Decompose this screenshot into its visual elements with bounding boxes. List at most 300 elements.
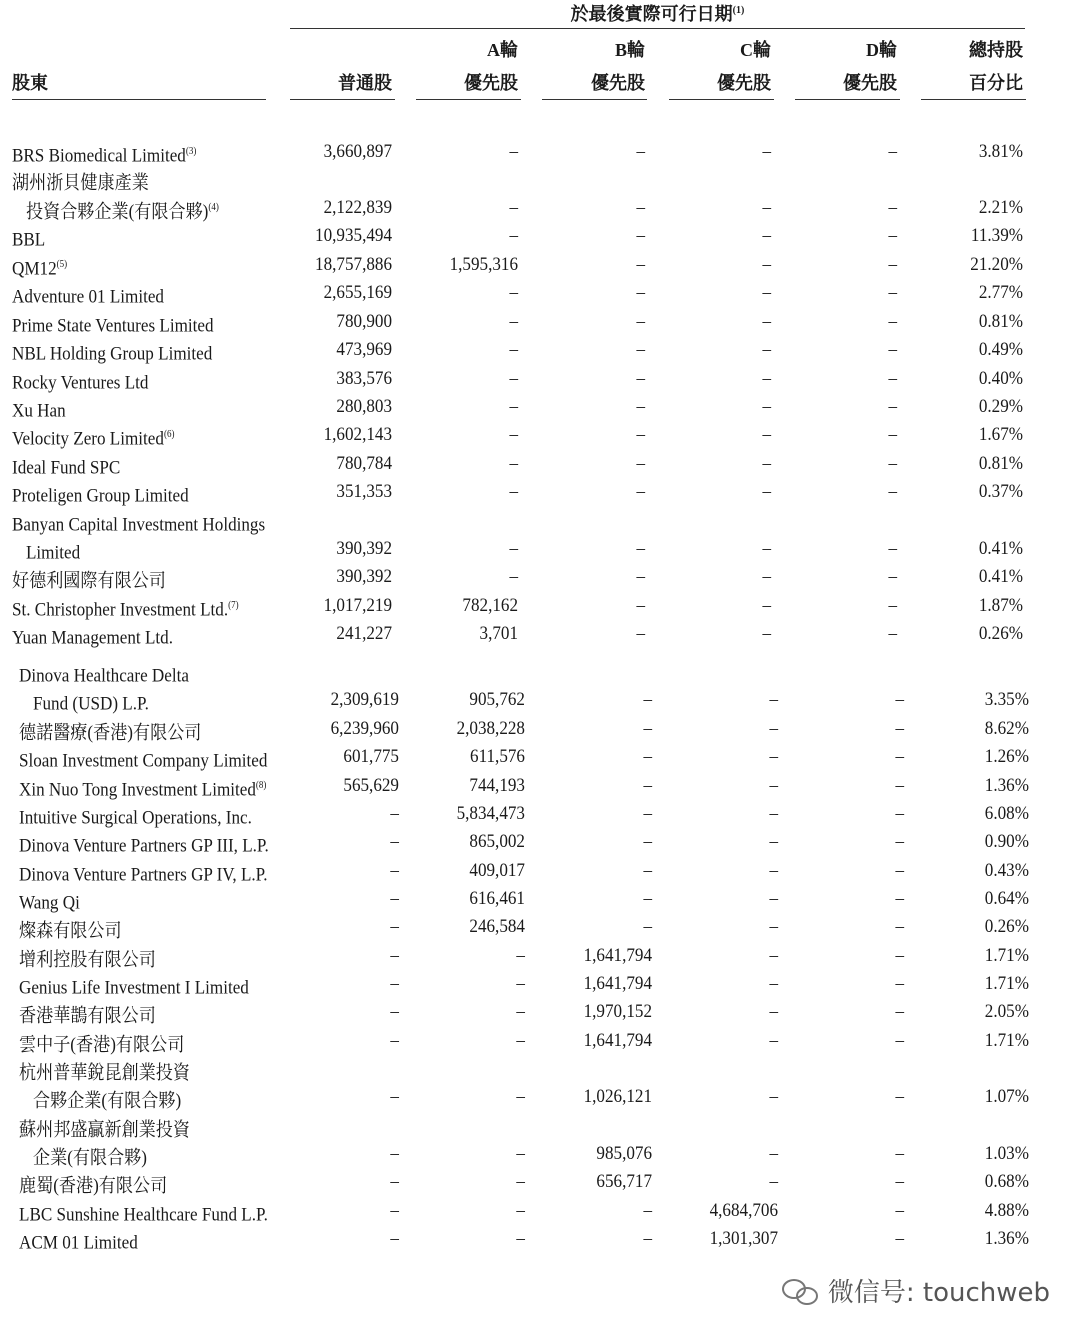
share-count-cell: – — [895, 916, 904, 937]
percentage-cell: 0.37% — [978, 481, 1023, 502]
share-count-cell: 390,392 — [336, 538, 392, 559]
share-count-cell: – — [390, 1228, 399, 1249]
footnote-ref: (8) — [255, 780, 267, 791]
percentage-cell: 11.39% — [970, 225, 1023, 246]
share-count-cell: – — [516, 1001, 525, 1022]
shareholder-name-text: ACM 01 Limited — [18, 1232, 138, 1254]
share-count-cell: – — [390, 1086, 399, 1107]
percentage-cell: 1.71% — [984, 1030, 1029, 1051]
share-count-cell: – — [390, 831, 399, 852]
percentage-cell: 1.36% — [984, 775, 1029, 796]
share-count-cell: 616,461 — [469, 888, 525, 909]
table-row — [0, 715, 1029, 744]
shareholder-name — [19, 828, 269, 860]
footnote-ref: (3) — [185, 146, 197, 157]
table-row — [0, 1083, 1029, 1112]
share-count-cell: – — [888, 595, 897, 616]
share-count-cell: – — [643, 718, 652, 739]
share-count-cell: – — [390, 888, 399, 909]
table-row — [0, 592, 1023, 621]
share-count-cell: 611,576 — [470, 746, 525, 767]
table-row — [0, 421, 1023, 450]
share-count-cell: – — [888, 197, 897, 218]
header-col-6-line2: 百分比 — [969, 73, 1023, 93]
share-count-cell: – — [643, 689, 652, 710]
share-count-cell: 6,239,960 — [330, 718, 399, 739]
share-count-cell: 744,193 — [469, 775, 525, 796]
table-row — [0, 620, 1023, 649]
table-row — [0, 658, 972, 686]
table-row — [0, 686, 1029, 715]
share-count-cell: – — [636, 538, 645, 559]
share-count-cell: 656,717 — [596, 1171, 652, 1192]
table-row — [0, 970, 1029, 999]
share-count-cell: – — [636, 424, 645, 445]
header-col-4-line2: 優先股 — [717, 73, 771, 93]
share-count-cell: – — [636, 197, 645, 218]
table-row — [0, 393, 1023, 422]
share-count-cell: – — [762, 538, 771, 559]
share-count-cell: – — [390, 916, 399, 937]
table-row — [0, 279, 1023, 308]
table-row — [0, 222, 1023, 251]
group-title-rule — [290, 28, 1025, 29]
percentage-cell: 1.03% — [984, 1143, 1029, 1164]
share-count-cell: – — [888, 225, 897, 246]
shareholder-name-text: 杭州普華銳昆創業投資 — [18, 1062, 191, 1084]
percentage-cell: 1.26% — [984, 746, 1029, 767]
shareholder-name-text: 燦森有限公司 — [18, 920, 122, 942]
share-count-cell: – — [509, 282, 518, 303]
share-count-cell: 4,684,706 — [709, 1200, 778, 1221]
table-row — [0, 194, 1023, 223]
footnote-ref: (5) — [56, 259, 68, 270]
shareholder-name-text: Wang Qi — [18, 892, 80, 914]
share-count-cell: 780,784 — [336, 453, 392, 474]
share-count-cell: – — [509, 197, 518, 218]
share-count-cell: – — [516, 945, 525, 966]
share-count-cell: – — [762, 225, 771, 246]
share-count-cell: – — [769, 888, 778, 909]
shareholder-name-text: 合夥企業(有限合夥) — [32, 1090, 182, 1112]
header-col-3-line1: B輪 — [614, 40, 645, 60]
share-count-cell: – — [769, 746, 778, 767]
table-row — [0, 1225, 1029, 1254]
shareholder-name-text: Intuitive Surgical Operations, Inc. — [18, 807, 252, 829]
share-count-cell: 601,775 — [343, 746, 399, 767]
share-count-cell: – — [895, 945, 904, 966]
percentage-cell: 8.62% — [984, 718, 1029, 739]
share-count-cell: – — [390, 945, 399, 966]
table-row — [0, 165, 972, 193]
percentage-cell: 0.43% — [984, 860, 1029, 881]
share-count-cell: 351,353 — [336, 481, 392, 502]
share-count-cell: – — [509, 141, 518, 162]
shareholder-name-text: Limited — [25, 542, 81, 564]
share-count-cell: – — [895, 1086, 904, 1107]
share-count-cell: – — [769, 973, 778, 994]
percentage-cell: 0.41% — [978, 538, 1023, 559]
share-count-cell: – — [888, 424, 897, 445]
share-count-cell: 473,969 — [336, 339, 392, 360]
share-count-cell: – — [762, 254, 771, 275]
shareholder-name — [19, 1168, 167, 1200]
table-row — [0, 800, 1029, 829]
share-count-cell: – — [888, 141, 897, 162]
shareholder-name — [12, 222, 45, 254]
share-count-cell: – — [509, 396, 518, 417]
share-count-cell: – — [509, 311, 518, 332]
shareholder-name-text: QM12 — [11, 258, 57, 280]
share-count-cell: – — [769, 860, 778, 881]
header-rule-col-1 — [290, 99, 395, 100]
percentage-cell: 1.67% — [978, 424, 1023, 445]
shareholder-name-text: 湖州浙貝健康產業 — [11, 172, 149, 194]
share-count-cell: – — [643, 860, 652, 881]
table-row — [0, 478, 1023, 507]
percentage-cell: 21.20% — [970, 254, 1023, 275]
share-count-cell: – — [509, 225, 518, 246]
share-count-cell: – — [636, 566, 645, 587]
share-count-cell: – — [516, 973, 525, 994]
percentage-cell: 6.08% — [984, 803, 1029, 824]
share-count-cell: – — [390, 1143, 399, 1164]
percentage-cell: 0.29% — [978, 396, 1023, 417]
shareholder-name-text: Adventure 01 Limited — [11, 286, 164, 308]
share-count-cell: – — [390, 1171, 399, 1192]
header-col-1-line2: 普通股 — [338, 73, 392, 93]
share-count-cell: – — [390, 1030, 399, 1051]
share-count-cell: 782,162 — [462, 595, 518, 616]
share-count-cell: – — [509, 368, 518, 389]
header-col-2-line1: A輪 — [487, 40, 518, 60]
share-count-cell: – — [516, 1228, 525, 1249]
percentage-cell: 0.81% — [978, 311, 1023, 332]
footnote-ref: (4) — [208, 202, 219, 213]
header-col-6-line1: 總持股 — [969, 40, 1023, 60]
share-count-cell: – — [895, 973, 904, 994]
share-count-cell: – — [762, 396, 771, 417]
table-row — [0, 1055, 972, 1083]
share-count-cell: – — [390, 1001, 399, 1022]
percentage-cell: 4.88% — [984, 1200, 1029, 1221]
share-count-cell: – — [636, 311, 645, 332]
shareholder-name — [33, 1083, 181, 1115]
share-count-cell: – — [895, 718, 904, 739]
shareholder-name-text: Fund (USD) L.P. — [32, 693, 149, 715]
share-count-cell: 2,655,169 — [323, 282, 392, 303]
share-count-cell: 1,602,143 — [323, 424, 392, 445]
shareholder-name-text: Dinova Venture Partners GP IV, L.P. — [18, 864, 268, 886]
share-count-cell: – — [888, 339, 897, 360]
table-row — [0, 998, 1029, 1027]
share-count-cell: – — [895, 803, 904, 824]
share-count-cell: – — [769, 916, 778, 937]
header-col-5-line1: D輪 — [866, 40, 897, 60]
share-count-cell: – — [762, 453, 771, 474]
shareholder-name-text: Dinova Venture Partners GP III, L.P. — [18, 835, 269, 857]
percentage-cell: 3.81% — [978, 141, 1023, 162]
share-count-cell: 1,595,316 — [449, 254, 518, 275]
share-count-cell: – — [636, 282, 645, 303]
share-count-cell: 2,122,839 — [323, 197, 392, 218]
share-count-cell: – — [643, 1200, 652, 1221]
table-row — [0, 828, 1029, 857]
shareholder-name-text: 香港華鵲有限公司 — [18, 1005, 156, 1027]
share-count-cell: – — [769, 803, 778, 824]
share-count-cell: – — [888, 538, 897, 559]
shareholder-name-text: BBL — [11, 229, 46, 251]
table-row — [0, 1168, 1029, 1197]
share-count-cell: – — [509, 339, 518, 360]
table-row — [0, 336, 1023, 365]
share-count-cell: 1,641,794 — [583, 945, 652, 966]
shareholder-name-text: 蘇州邦盛贏新創業投資 — [18, 1119, 191, 1141]
share-count-cell: – — [769, 1143, 778, 1164]
shareholder-name — [19, 743, 267, 775]
share-count-cell: – — [888, 368, 897, 389]
share-count-cell: – — [769, 1030, 778, 1051]
shareholder-name — [12, 279, 164, 311]
share-count-cell: – — [762, 282, 771, 303]
share-count-cell: – — [636, 225, 645, 246]
header-shareholder: 股東 — [12, 73, 48, 93]
percentage-cell: 1.71% — [984, 945, 1029, 966]
share-count-cell: – — [762, 339, 771, 360]
share-count-cell: – — [643, 746, 652, 767]
wechat-icon — [782, 1277, 820, 1305]
shareholder-name-text: 增利控股有限公司 — [18, 949, 156, 971]
shareholder-name-text: Yuan Management Ltd. — [11, 627, 173, 649]
share-count-cell: – — [762, 481, 771, 502]
header-col-5-line2: 優先股 — [843, 73, 897, 93]
shareholder-name — [19, 913, 122, 945]
share-count-cell: 1,026,121 — [583, 1086, 652, 1107]
share-count-cell: – — [769, 775, 778, 796]
share-count-cell: – — [888, 453, 897, 474]
share-count-cell: – — [895, 1171, 904, 1192]
share-count-cell: 390,392 — [336, 566, 392, 587]
share-count-cell: 2,309,619 — [330, 689, 399, 710]
share-count-cell: – — [516, 1030, 525, 1051]
table-row — [0, 857, 1029, 886]
percentage-cell: 2.05% — [984, 1001, 1029, 1022]
share-count-cell: – — [888, 481, 897, 502]
share-count-cell: – — [762, 141, 771, 162]
shareholder-name-text: 投資合夥企業(有限合夥) — [25, 201, 209, 223]
percentage-cell: 0.26% — [984, 916, 1029, 937]
share-count-cell: – — [769, 718, 778, 739]
share-count-cell: – — [895, 1143, 904, 1164]
share-count-cell: – — [636, 254, 645, 275]
share-count-cell: – — [509, 424, 518, 445]
share-count-cell: – — [636, 453, 645, 474]
share-count-cell: – — [888, 566, 897, 587]
shareholder-name-text: Banyan Capital Investment Holdings — [11, 514, 266, 536]
shareholder-name-text: 企業(有限合夥) — [32, 1147, 147, 1169]
header-col-3-line2: 優先股 — [591, 73, 645, 93]
share-count-cell: – — [390, 860, 399, 881]
share-count-cell: – — [888, 282, 897, 303]
share-count-cell: – — [769, 1171, 778, 1192]
watermark-text: 微信号: touchweb — [827, 1278, 1050, 1308]
share-count-cell: – — [643, 803, 652, 824]
shareholder-name — [33, 686, 149, 718]
share-count-cell: – — [769, 1001, 778, 1022]
table-row — [0, 563, 1023, 592]
shareholder-name — [19, 998, 156, 1030]
share-count-cell: – — [888, 396, 897, 417]
share-count-cell: – — [636, 141, 645, 162]
share-count-cell: – — [895, 689, 904, 710]
footnote-ref: (7) — [228, 600, 239, 611]
share-count-cell: 1,641,794 — [583, 1030, 652, 1051]
column-group-title: 於最後實際可行日期$^{(1)}$ — [570, 4, 745, 24]
shareholder-name — [19, 1225, 138, 1257]
shareholder-name-text: Sloan Investment Company Limited — [18, 750, 268, 772]
shareholder-name-text: Rocky Ventures Ltd — [11, 372, 149, 394]
share-count-cell: – — [888, 623, 897, 644]
share-count-cell: – — [895, 1228, 904, 1249]
percentage-cell: 2.21% — [978, 197, 1023, 218]
share-count-cell: – — [762, 197, 771, 218]
share-count-cell: – — [509, 481, 518, 502]
shareholder-name-text: St. Christopher Investment Ltd. — [11, 599, 229, 621]
header-rule-col-5 — [795, 99, 900, 100]
share-count-cell: – — [895, 888, 904, 909]
percentage-cell: 0.41% — [978, 566, 1023, 587]
shareholder-name — [12, 478, 189, 510]
share-count-cell: 780,900 — [336, 311, 392, 332]
percentage-cell: 1.87% — [978, 595, 1023, 616]
shareholder-name-text: Proteligen Group Limited — [11, 485, 189, 507]
table-row — [0, 885, 1029, 914]
share-count-cell: 1,017,219 — [323, 595, 392, 616]
header-rule-col-3 — [542, 99, 647, 100]
share-count-cell: – — [643, 831, 652, 852]
header-rule-col-4 — [669, 99, 774, 100]
share-count-cell: – — [762, 623, 771, 644]
header-rule-col-2 — [416, 99, 521, 100]
shareholder-name — [12, 563, 166, 595]
share-count-cell: – — [895, 1030, 904, 1051]
percentage-cell: 0.90% — [984, 831, 1029, 852]
share-count-cell: – — [390, 803, 399, 824]
share-count-cell: – — [895, 860, 904, 881]
share-count-cell: 3,660,897 — [323, 141, 392, 162]
share-count-cell: – — [895, 775, 904, 796]
header-col-2-line2: 優先股 — [464, 73, 518, 93]
shareholder-name-text: Ideal Fund SPC — [11, 457, 121, 479]
share-count-cell: 280,803 — [336, 396, 392, 417]
table-row — [0, 942, 1029, 971]
share-count-cell: – — [769, 1086, 778, 1107]
share-count-cell: – — [636, 481, 645, 502]
table-row — [0, 450, 1023, 479]
share-count-cell: – — [762, 424, 771, 445]
percentage-cell: 0.49% — [978, 339, 1023, 360]
table-row — [0, 1140, 1029, 1169]
share-count-cell: 5,834,473 — [456, 803, 525, 824]
footnote-ref: (6) — [163, 429, 175, 440]
shareholder-name — [12, 165, 149, 197]
percentage-cell: 2.77% — [978, 282, 1023, 303]
shareholder-name-text: LBC Sunshine Healthcare Fund L.P. — [18, 1204, 268, 1226]
share-count-cell: 985,076 — [596, 1143, 652, 1164]
share-count-cell: 10,935,494 — [315, 225, 392, 246]
header-rule-shareholder — [12, 99, 266, 100]
share-count-cell: – — [895, 1200, 904, 1221]
percentage-cell: 0.26% — [978, 623, 1023, 644]
percentage-cell: 0.81% — [978, 453, 1023, 474]
share-count-cell: 865,002 — [469, 831, 525, 852]
shareholder-name-text: Prime State Ventures Limited — [11, 315, 214, 337]
share-count-cell: 905,762 — [469, 689, 525, 710]
share-count-cell: – — [769, 831, 778, 852]
shareholder-name-text: Xu Han — [11, 400, 66, 422]
share-count-cell: – — [895, 831, 904, 852]
percentage-cell: 1.07% — [984, 1086, 1029, 1107]
percentage-cell: 0.64% — [984, 888, 1029, 909]
share-count-cell: – — [762, 595, 771, 616]
share-count-cell: – — [762, 566, 771, 587]
table-row — [0, 365, 1023, 394]
shareholder-name-text: Genius Life Investment I Limited — [18, 977, 249, 999]
table-row — [0, 772, 1029, 801]
table-row — [0, 507, 972, 535]
table-row — [0, 138, 1023, 167]
share-count-cell: 409,017 — [469, 860, 525, 881]
share-count-cell: – — [390, 973, 399, 994]
share-count-cell: 3,701 — [479, 623, 518, 644]
shareholder-name-text: Velocity Zero Limited — [11, 428, 164, 450]
table-row — [0, 308, 1023, 337]
share-count-cell: 246,584 — [469, 916, 525, 937]
share-count-cell: – — [643, 1228, 652, 1249]
share-count-cell: – — [509, 566, 518, 587]
shareholder-name-text: Dinova Healthcare Delta — [18, 665, 189, 687]
percentage-cell: 3.35% — [984, 689, 1029, 710]
share-count-cell: – — [509, 453, 518, 474]
share-count-cell: – — [762, 311, 771, 332]
share-count-cell: – — [636, 595, 645, 616]
header-rule-col-6 — [921, 99, 1026, 100]
shareholder-name-text: BRS Biomedical Limited — [11, 145, 186, 167]
share-count-cell: – — [516, 1086, 525, 1107]
watermark — [782, 1272, 1050, 1309]
share-count-cell: 241,227 — [336, 623, 392, 644]
share-count-cell: – — [762, 368, 771, 389]
share-count-cell: – — [636, 368, 645, 389]
shareholder-name — [12, 336, 212, 368]
table-row — [0, 1112, 972, 1140]
table-row — [0, 743, 1029, 772]
share-count-cell: – — [888, 254, 897, 275]
share-count-cell: – — [888, 311, 897, 332]
share-count-cell: – — [516, 1200, 525, 1221]
share-count-cell: 1,970,152 — [583, 1001, 652, 1022]
shareholder-name-text: 雲中子(香港)有限公司 — [18, 1034, 185, 1056]
share-count-cell: – — [636, 396, 645, 417]
table-row — [0, 1197, 1029, 1226]
share-count-cell: – — [516, 1143, 525, 1164]
percentage-cell: 0.68% — [984, 1171, 1029, 1192]
share-count-cell: – — [390, 1200, 399, 1221]
table-row — [0, 535, 1023, 564]
share-count-cell: 18,757,886 — [315, 254, 392, 275]
share-count-cell: – — [636, 339, 645, 360]
share-count-cell: – — [895, 1001, 904, 1022]
